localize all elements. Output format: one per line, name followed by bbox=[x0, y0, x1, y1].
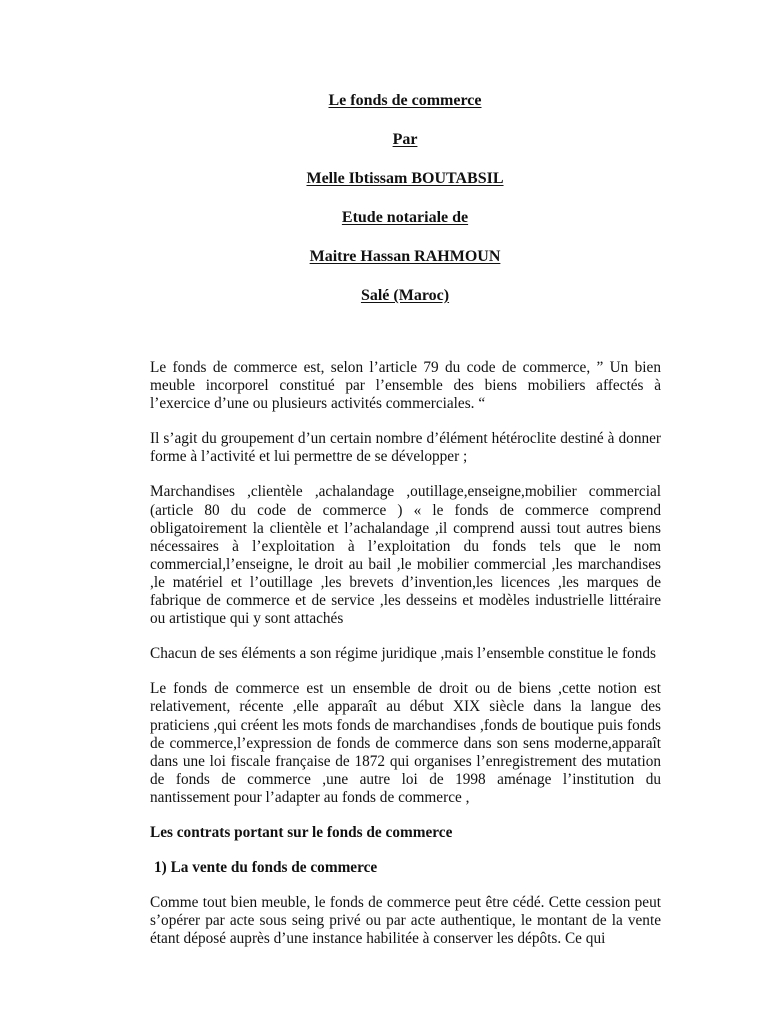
author-name: Melle Ibtissam BOUTABSIL bbox=[306, 170, 504, 187]
document-title: Le fonds de commerce bbox=[328, 92, 482, 109]
notary-name: Maitre Hassan RAHMOUN bbox=[309, 248, 501, 265]
paragraph-sale: Comme tout bien meuble, le fonds de commerce peut être cédé. Cette cession peut s’opérer par acte sous seing privé ou par acte authentique, le montant de la vente étant déposé auprès d’une instance habilitée à conserver les dépôts. Ce qui bbox=[150, 894, 661, 948]
paragraph-elements: Marchandises ,clientèle ,achalandage ,outillage,enseigne,mobilier commercial (article 80 du code de commerce ) « le fonds de commerce comprend obligatoirement la clientèle et l’achalandage ,il comprend aussi tout autres biens nécessaires à l’exploitation à l’exploitation du fonds tels que le nom commercial,l’enseigne, le droit au bail ,le mobilier commercial ,les marchandises ,le matériel et l’outillage ,les brevets d’invention,les licences ,les marques de fabrique de commerce et de service ,les desseins et modèles industrielle littéraire ou artistique qui y sont attachés bbox=[150, 483, 661, 628]
section-heading: Les contrats portant sur le fonds de commerce bbox=[150, 823, 453, 841]
by-line: Par bbox=[392, 131, 418, 148]
paragraph-regime: Chacun de ses éléments a son régime juridique ,mais l’ensemble constitue le fonds bbox=[150, 645, 656, 663]
office-label: Etude notariale de bbox=[341, 209, 469, 226]
location: Salé (Maroc) bbox=[360, 287, 450, 304]
title-block bbox=[0, 90, 768, 324]
paragraph-grouping: Il s’agit du groupement d’un certain nombre d’élément hétéroclite destiné à donner forme à l’activité et lui permettre de se développer ; bbox=[150, 430, 661, 466]
subsection-heading: 1) La vente du fonds de commerce bbox=[154, 859, 378, 877]
paragraph-definition: Le fonds de commerce est, selon l’article 79 du code de commerce, ” Un bien meuble incorporel constitué par l’ensemble des biens mobiliers affectés à l’exercice d’une ou plusieurs activités commerciales. “ bbox=[150, 359, 661, 413]
document-body bbox=[150, 359, 661, 965]
paragraph-history: Le fonds de commerce est un ensemble de droit ou de biens ,cette notion est relativement, récente ,elle apparaît au début XIX siècle dans la langue des praticiens ,qui créent les mots fonds de marchandises ,fonds de boutique puis fonds de commerce,l’expression de fonds de commerce dans son sens moderne,apparaît dans une loi fiscale française de 1872 qui organises l’enregistrement des mutation de fonds de commerce ,une autre loi de 1998 aménage l’institution du nantissement pour l’adapter au fonds de commerce , bbox=[150, 680, 661, 806]
